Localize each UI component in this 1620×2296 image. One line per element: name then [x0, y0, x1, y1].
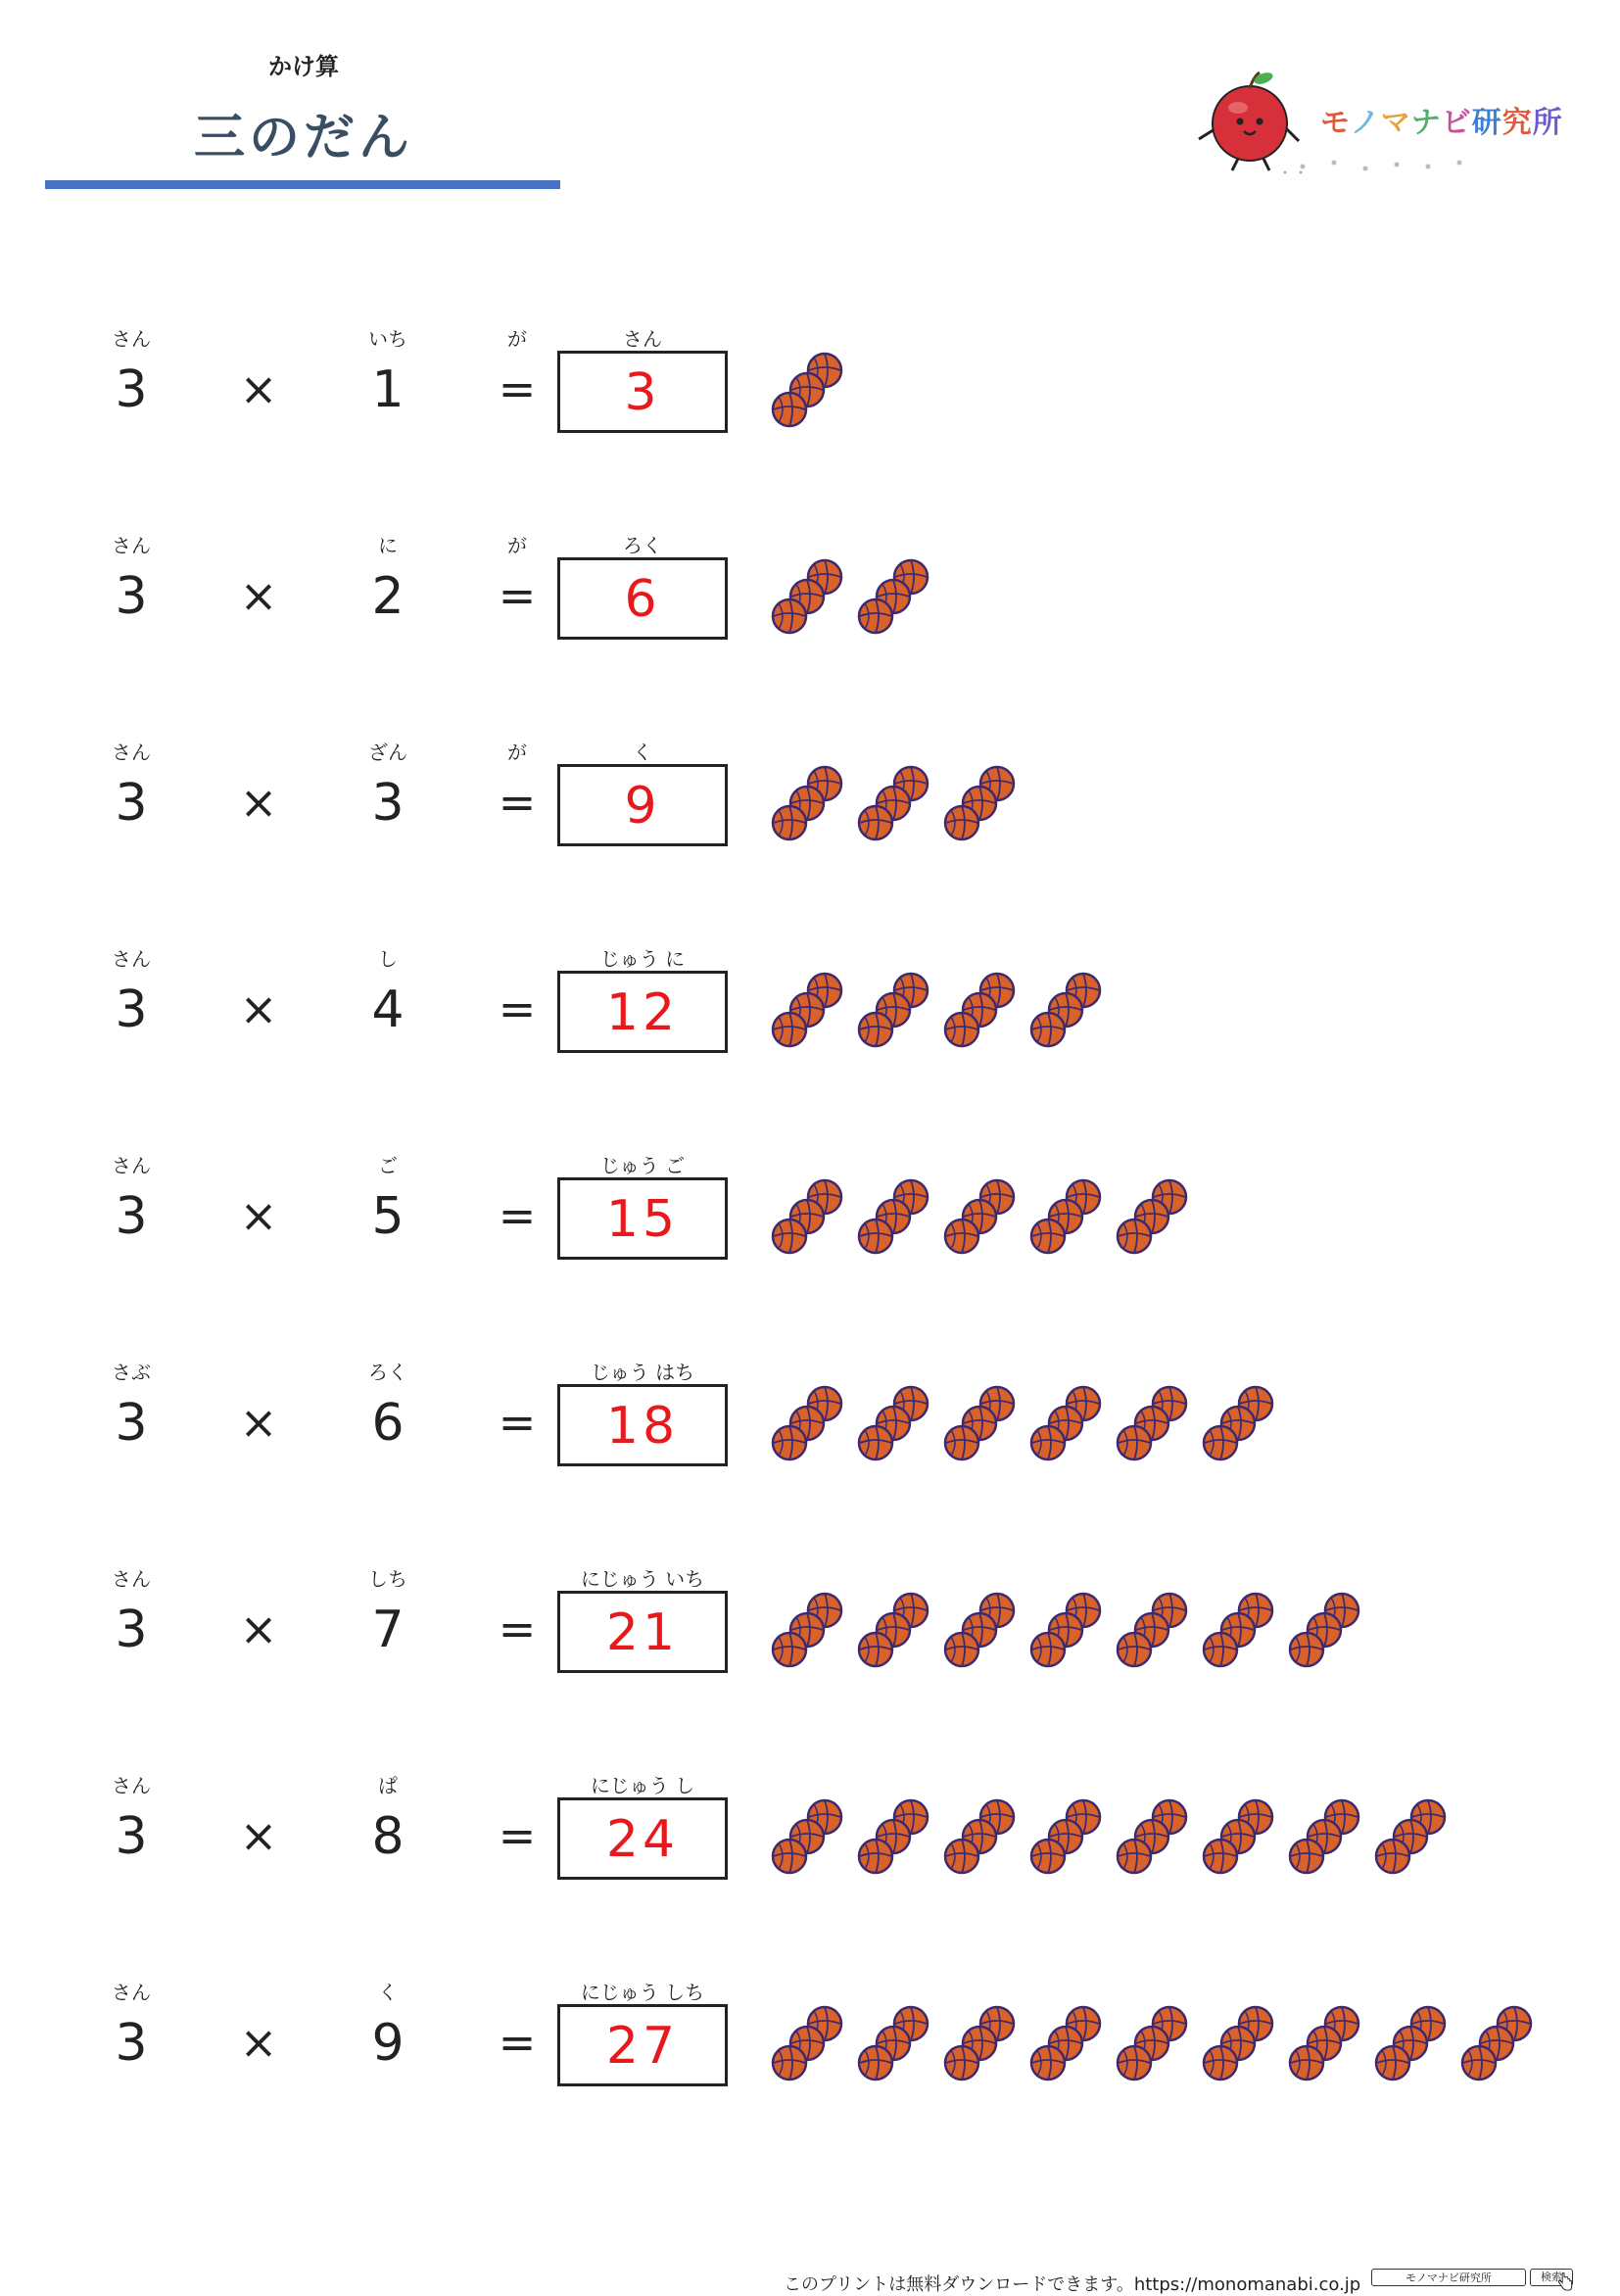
answer-value: 27 [605, 2017, 680, 2076]
basketball-stack [1201, 1382, 1287, 1470]
basketball-stack [1028, 1795, 1115, 1884]
basketball-stack-icon [1028, 1589, 1115, 1677]
basketball-stack-icon [942, 1175, 1028, 1264]
basketball-stack-icon [1028, 1382, 1115, 1470]
basketball-stack [1115, 1382, 1201, 1470]
equation-row [0, 737, 1620, 864]
multiplier: 8 [371, 1807, 405, 1866]
times-sign: × [239, 776, 278, 829]
basketball-groups [770, 1589, 1373, 1677]
multiplicand: 3 [115, 774, 148, 833]
multiplier-reading: く [378, 1981, 398, 2004]
times-sign: × [239, 1189, 278, 1242]
basketball-groups [770, 762, 1028, 850]
answer-box [557, 971, 728, 1053]
basketball-stack [770, 1175, 856, 1264]
basketball-stack [942, 1795, 1028, 1884]
basketball-stack-icon [1201, 1382, 1287, 1470]
basketball-stack [1287, 1589, 1373, 1677]
basketball-stack [942, 1382, 1028, 1470]
basketball-groups [770, 2002, 1546, 2090]
basketball-stack-icon [856, 1795, 942, 1884]
basketball-stack [770, 349, 856, 437]
basketball-stack-icon [1115, 1795, 1201, 1884]
equation-row [0, 530, 1620, 657]
equals-sign: = [498, 776, 537, 829]
basketball-stack-icon [856, 762, 942, 850]
multiplicand-reading: さん [112, 1774, 151, 1797]
basketball-stack [856, 1382, 942, 1470]
basketball-stack-icon [1115, 1175, 1201, 1264]
answer-reading: じゅう ご [599, 1154, 686, 1177]
basketball-stack-icon [770, 349, 856, 437]
basketball-stack-icon [856, 969, 942, 1057]
equals-sign: = [498, 1809, 537, 1862]
multiplier-reading: ご [378, 1154, 398, 1177]
basketball-stack-icon [770, 969, 856, 1057]
basketball-stack [1287, 2002, 1373, 2090]
multiplicand-reading: さん [112, 1567, 151, 1591]
title-underline [45, 180, 560, 189]
basketball-stack-icon [942, 1589, 1028, 1677]
basketball-stack [856, 1589, 942, 1677]
multiplier: 9 [371, 2014, 405, 2073]
multiplier: 7 [371, 1601, 405, 1659]
basketball-stack [1028, 1175, 1115, 1264]
basketball-stack [1115, 1795, 1201, 1884]
answer-value: 18 [605, 1397, 680, 1456]
multiplier: 1 [371, 360, 405, 419]
multiplier-reading: ざん [368, 741, 407, 764]
equals-sign: = [498, 1602, 537, 1655]
basketball-stack-icon [770, 762, 856, 850]
basketball-stack-icon [942, 762, 1028, 850]
equation-row [0, 1150, 1620, 1277]
answer-reading: にじゅう しち [580, 1981, 705, 2004]
basketball-stack-icon [770, 555, 856, 644]
answer-reading: ろく [623, 534, 662, 557]
ga-particle: が [507, 534, 527, 557]
multiplicand-reading: さぶ [112, 1361, 151, 1384]
basketball-groups [770, 1175, 1201, 1264]
basketball-stack-icon [1459, 2002, 1546, 2090]
brand-name: モノマナビ研究所 [1320, 106, 1563, 140]
basketball-stack-icon [1373, 2002, 1459, 2090]
answer-reading: にじゅう いち [580, 1567, 705, 1591]
multiplier-reading: ぱ [378, 1774, 398, 1797]
basketball-stack [1201, 2002, 1287, 2090]
basketball-stack [942, 762, 1028, 850]
basketball-stack-icon [942, 1382, 1028, 1470]
answer-box [557, 1797, 728, 1880]
equation-row [0, 943, 1620, 1071]
answer-box [557, 1591, 728, 1673]
multiplicand: 3 [115, 1394, 148, 1453]
equals-sign: = [498, 1396, 537, 1449]
answer-value: 24 [605, 1810, 680, 1869]
basketball-stack-icon [856, 555, 942, 644]
footer-search-box: モノマナビ研究所 [1371, 2269, 1526, 2286]
basketball-stack-icon [1028, 1795, 1115, 1884]
basketball-stack-icon [1287, 2002, 1373, 2090]
answer-box [557, 764, 728, 846]
answer-reading: じゅう に [599, 947, 686, 971]
answer-reading: じゅう はち [590, 1361, 695, 1384]
basketball-stack [856, 1175, 942, 1264]
answer-box [557, 351, 728, 433]
basketball-stack [1115, 1589, 1201, 1677]
basketball-stack [770, 2002, 856, 2090]
worksheet-title: 三のだん [193, 109, 413, 167]
basketball-stack [856, 555, 942, 644]
multiplicand: 3 [115, 1807, 148, 1866]
basketball-stack [942, 1589, 1028, 1677]
basketball-stack [942, 969, 1028, 1057]
basketball-stack [856, 1795, 942, 1884]
times-sign: × [239, 1396, 278, 1449]
basketball-stack [770, 1589, 856, 1677]
multiplicand: 3 [115, 981, 148, 1039]
multiplier: 4 [371, 981, 405, 1039]
answer-box [557, 557, 728, 640]
basketball-stack [770, 969, 856, 1057]
basketball-stack [1201, 1589, 1287, 1677]
basketball-stack-icon [1201, 1795, 1287, 1884]
answer-reading: く [633, 741, 652, 764]
basketball-stack-icon [1287, 1589, 1373, 1677]
multiplicand-reading: さん [112, 534, 151, 557]
basketball-stack-icon [770, 1382, 856, 1470]
multiplicand: 3 [115, 567, 148, 626]
multiplicand: 3 [115, 1187, 148, 1246]
basketball-stack [1028, 969, 1115, 1057]
basketball-stack [770, 1795, 856, 1884]
multiplicand-reading: さん [112, 1154, 151, 1177]
multiplicand: 3 [115, 2014, 148, 2073]
equation-row [0, 1357, 1620, 1484]
multiplier-reading: に [378, 534, 398, 557]
answer-value: 6 [624, 570, 661, 629]
times-sign: × [239, 362, 278, 415]
basketball-stack-icon [1115, 1382, 1201, 1470]
basketball-stack [1115, 2002, 1201, 2090]
multiplicand: 3 [115, 360, 148, 419]
equation-row [0, 1977, 1620, 2104]
basketball-stack-icon [1287, 1795, 1373, 1884]
multiplier-reading: ろく [368, 1361, 407, 1384]
basketball-stack [1287, 1795, 1373, 1884]
basketball-stack [1373, 2002, 1459, 2090]
basketball-stack-icon [1028, 1175, 1115, 1264]
basketball-stack [856, 762, 942, 850]
decorative-dots-icon [1293, 157, 1508, 176]
multiplicand: 3 [115, 1601, 148, 1659]
times-sign: × [239, 982, 278, 1035]
basketball-stack [770, 762, 856, 850]
basketball-stack-icon [770, 1589, 856, 1677]
equals-sign: = [498, 982, 537, 1035]
equals-sign: = [498, 569, 537, 622]
ga-particle: が [507, 741, 527, 764]
answer-value: 3 [624, 363, 661, 422]
basketball-stack [1028, 1382, 1115, 1470]
pointer-hand-icon [1555, 2272, 1575, 2291]
answer-box [557, 2004, 728, 2086]
times-sign: × [239, 569, 278, 622]
basketball-stack-icon [770, 1795, 856, 1884]
times-sign: × [239, 1809, 278, 1862]
basketball-stack [856, 2002, 942, 2090]
equals-sign: = [498, 362, 537, 415]
basketball-stack [1028, 2002, 1115, 2090]
multiplier: 6 [371, 1394, 405, 1453]
basketball-stack [1459, 2002, 1546, 2090]
basketball-stack-icon [1115, 1589, 1201, 1677]
basketball-stack-icon [942, 2002, 1028, 2090]
multiplier-reading: し [378, 947, 398, 971]
basketball-stack-icon [770, 2002, 856, 2090]
worksheet-category: かけ算 [268, 53, 339, 80]
footer-download-note: このプリントは無料ダウンロードできます。https://monomanabi.co.jp [784, 2274, 1361, 2295]
basketball-stack-icon [770, 1175, 856, 1264]
ga-particle: が [507, 327, 527, 351]
answer-value: 15 [605, 1190, 680, 1249]
basketball-groups [770, 555, 942, 644]
answer-value: 9 [624, 777, 661, 836]
basketball-stack-icon [856, 2002, 942, 2090]
equals-sign: = [498, 1189, 537, 1242]
basketball-stack [770, 555, 856, 644]
multiplier-reading: いち [368, 327, 407, 351]
multiplier: 3 [371, 774, 405, 833]
basketball-stack [856, 969, 942, 1057]
answer-reading: さん [623, 327, 662, 351]
multiplicand-reading: さん [112, 327, 151, 351]
equation-row [0, 1770, 1620, 1897]
basketball-stack [1115, 1175, 1201, 1264]
basketball-stack [1028, 1589, 1115, 1677]
answer-box [557, 1384, 728, 1466]
basketball-stack-icon [1373, 1795, 1459, 1884]
multiplier: 5 [371, 1187, 405, 1246]
basketball-stack [1201, 1795, 1287, 1884]
answer-reading: にじゅう し [590, 1774, 695, 1797]
basketball-groups [770, 1382, 1287, 1470]
basketball-stack [942, 1175, 1028, 1264]
answer-value: 21 [605, 1603, 680, 1662]
basketball-stack-icon [856, 1175, 942, 1264]
basketball-stack-icon [1028, 2002, 1115, 2090]
multiplicand-reading: さん [112, 1981, 151, 2004]
answer-box [557, 1177, 728, 1260]
basketball-groups [770, 349, 856, 437]
basketball-stack-icon [856, 1589, 942, 1677]
basketball-stack-icon [942, 1795, 1028, 1884]
basketball-stack-icon [942, 969, 1028, 1057]
equation-row [0, 1563, 1620, 1691]
multiplier: 2 [371, 567, 405, 626]
footer-search-button: 検索 [1530, 2269, 1573, 2286]
times-sign: × [239, 1602, 278, 1655]
answer-value: 12 [605, 983, 680, 1042]
multiplicand-reading: さん [112, 741, 151, 764]
basketball-stack [1373, 1795, 1459, 1884]
multiplier-reading: しち [368, 1567, 407, 1591]
basketball-stack [770, 1382, 856, 1470]
basketball-stack-icon [1201, 1589, 1287, 1677]
basketball-stack-icon [1028, 969, 1115, 1057]
basketball-groups [770, 969, 1115, 1057]
basketball-groups [770, 1795, 1459, 1884]
basketball-stack [942, 2002, 1028, 2090]
basketball-stack-icon [1115, 2002, 1201, 2090]
basketball-stack-icon [1201, 2002, 1287, 2090]
basketball-stack-icon [856, 1382, 942, 1470]
times-sign: × [239, 2016, 278, 2069]
equals-sign: = [498, 2016, 537, 2069]
brand-logo [1195, 69, 1567, 176]
equation-row [0, 323, 1620, 451]
multiplicand-reading: さん [112, 947, 151, 971]
